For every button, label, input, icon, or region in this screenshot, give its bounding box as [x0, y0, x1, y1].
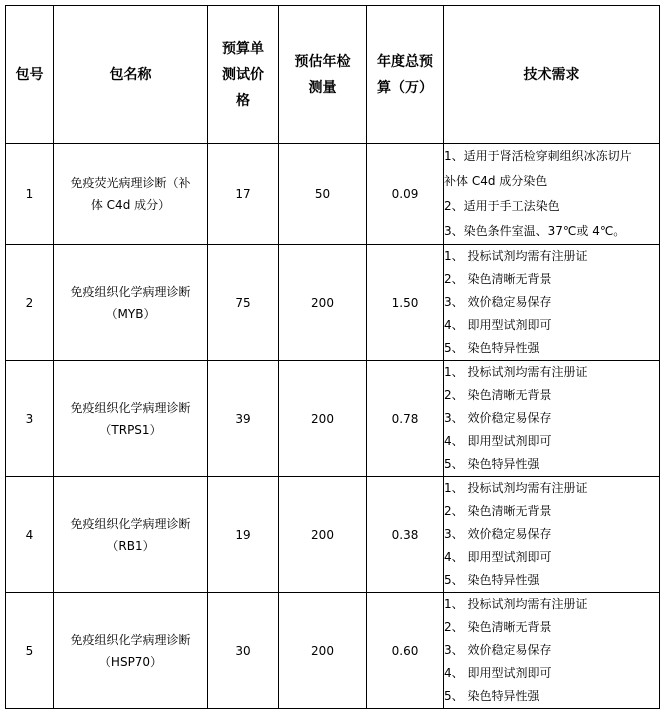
- tech-requirement-item: 1、 投标试剂均需有注册证: [444, 597, 588, 611]
- package-no-cell: 3: [6, 361, 54, 477]
- annual-budget-cell: 1.50: [367, 245, 444, 361]
- tech-requirement-item: 2、适用于手工法染色: [444, 199, 560, 213]
- unit-price-cell: 75: [208, 245, 279, 361]
- header-row: [6, 6, 660, 144]
- tech-requirement-item: 3、 效价稳定易保存: [444, 411, 552, 425]
- tech-requirement-item: 5、 染色特异性强: [444, 689, 540, 703]
- tech-requirement-item: 1、 投标试剂均需有注册证: [444, 481, 588, 495]
- header-package-name: 包名称: [54, 6, 208, 144]
- tech-requirements-cell: [444, 361, 660, 477]
- header-unit-price: 预算单 测试价 格: [208, 6, 279, 144]
- package-name-line: （HSP70）: [98, 654, 163, 669]
- package-no-cell: 2: [6, 245, 54, 361]
- tech-requirement-item: 4、 即用型试剂即可: [444, 550, 552, 564]
- tech-requirements-cell: [444, 144, 660, 245]
- budget-table: [5, 5, 660, 709]
- tech-requirement-item: 3、 效价稳定易保存: [444, 527, 552, 541]
- tech-requirement-item: 1、 投标试剂均需有注册证: [444, 365, 588, 379]
- package-name-line: （MYB）: [105, 306, 156, 321]
- annual-volume-cell: 200: [279, 361, 367, 477]
- tech-requirement-item: 4、 即用型试剂即可: [444, 434, 552, 448]
- unit-price-cell: 39: [208, 361, 279, 477]
- package-name-line: 免疫荧光病理诊断（补: [70, 176, 191, 190]
- annual-budget-cell: 0.09: [367, 144, 444, 245]
- header-annual-volume: 预估年检 测量: [279, 6, 367, 144]
- tech-requirements-cell: [444, 477, 660, 593]
- package-no-cell: 1: [6, 144, 54, 245]
- table-row: [6, 245, 660, 361]
- package-no-cell: 4: [6, 477, 54, 593]
- package-name-line: 免疫组织化学病理诊断: [70, 284, 191, 299]
- package-name-cell: [54, 144, 208, 245]
- tech-requirement-item: 1、适用于肾活检穿刺组织冰冻切片: [444, 149, 632, 163]
- tech-requirement-item: 补体 C4d 成分染色: [444, 174, 548, 188]
- annual-volume-cell: 200: [279, 245, 367, 361]
- tech-requirement-item: 3、 效价稳定易保存: [444, 295, 552, 309]
- unit-price-cell: 17: [208, 144, 279, 245]
- package-no-cell: 5: [6, 593, 54, 709]
- tech-requirement-item: 2、 染色清晰无背景: [444, 620, 552, 634]
- package-name-line: 免疫组织化学病理诊断: [70, 400, 191, 415]
- tech-requirement-item: 5、 染色特异性强: [444, 341, 540, 355]
- package-name-cell: [54, 593, 208, 709]
- table-row: [6, 477, 660, 593]
- table-row: [6, 361, 660, 477]
- tech-requirement-item: 1、 投标试剂均需有注册证: [444, 249, 588, 263]
- package-name-line: 免疫组织化学病理诊断: [70, 516, 191, 531]
- tech-requirement-item: 2、 染色清晰无背景: [444, 272, 552, 286]
- package-name-line: （RB1）: [106, 538, 155, 553]
- tech-requirement-item: 2、 染色清晰无背景: [444, 388, 552, 402]
- tech-requirements-cell: [444, 593, 660, 709]
- table-row: [6, 144, 660, 245]
- package-name-line: 体 C4d 成分）: [90, 198, 171, 212]
- annual-volume-cell: 200: [279, 593, 367, 709]
- annual-volume-cell: 200: [279, 477, 367, 593]
- tech-requirements-cell: [444, 245, 660, 361]
- tech-requirement-item: 3、染色条件室温、37℃或 4℃。: [444, 224, 626, 238]
- tech-requirement-item: 5、 染色特异性强: [444, 457, 540, 471]
- tech-requirement-item: 3、 效价稳定易保存: [444, 643, 552, 657]
- unit-price-cell: 19: [208, 477, 279, 593]
- header-tech-requirements: 技术需求: [444, 6, 660, 144]
- annual-budget-cell: 0.60: [367, 593, 444, 709]
- tech-requirement-item: 4、 即用型试剂即可: [444, 318, 552, 332]
- tech-requirement-item: 5、 染色特异性强: [444, 573, 540, 587]
- header-annual-budget: 年度总预 算（万）: [367, 6, 444, 144]
- tech-requirement-item: 4、 即用型试剂即可: [444, 666, 552, 680]
- package-name-cell: [54, 361, 208, 477]
- annual-volume-cell: 50: [279, 144, 367, 245]
- header-package-no: 包号: [6, 6, 54, 144]
- package-name-line: （TRPS1）: [99, 422, 162, 437]
- table-row: [6, 593, 660, 709]
- annual-budget-cell: 0.38: [367, 477, 444, 593]
- package-name-line: 免疫组织化学病理诊断: [70, 632, 191, 647]
- package-name-cell: [54, 477, 208, 593]
- package-name-cell: [54, 245, 208, 361]
- annual-budget-cell: 0.78: [367, 361, 444, 477]
- tech-requirement-item: 2、 染色清晰无背景: [444, 504, 552, 518]
- unit-price-cell: 30: [208, 593, 279, 709]
